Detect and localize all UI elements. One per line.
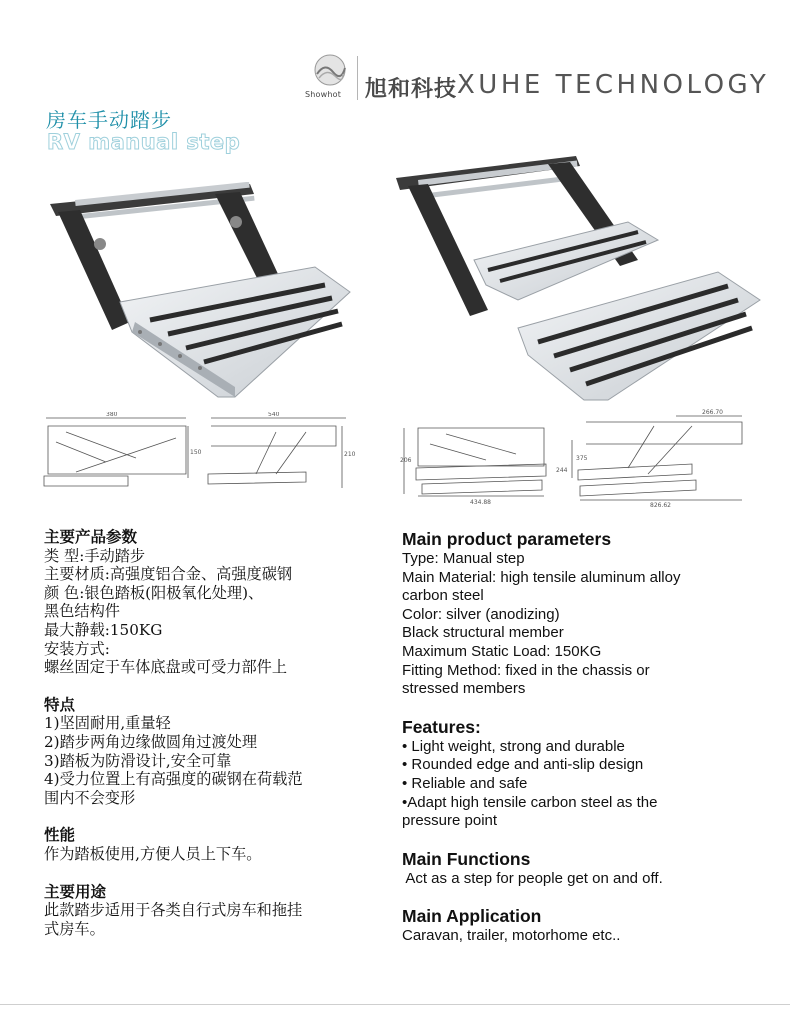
brand-header: [305, 52, 785, 116]
dim-single-height: 150: [190, 449, 202, 456]
features-heading-en: Features:: [402, 716, 481, 737]
dim-single-width: 380: [106, 412, 118, 418]
features-heading-cn: 特点: [44, 695, 76, 714]
english-spec-column: [402, 528, 782, 946]
param-line-cn: 最大静载:150KG: [44, 620, 163, 639]
feature-line-en: • Rounded edge and anti-slip design: [402, 756, 644, 774]
params-heading-cn: 主要产品参数: [44, 528, 138, 546]
dim-double-bottom: 434.88: [470, 499, 491, 506]
param-line-cn: 类 型:手动踏步: [44, 546, 146, 565]
feature-line-cn: 3)踏板为防滑设计,安全可靠: [44, 751, 232, 770]
param-line-en: Fitting Method: fixed in the chassis or: [402, 661, 650, 679]
dim-double-side: 244: [556, 467, 568, 474]
param-line-en: Color: silver (anodizing): [402, 605, 560, 623]
brand-name-cn: 旭和科技: [365, 77, 458, 102]
single-step-technical-drawing: [36, 412, 366, 502]
dim-double-mid: 375: [576, 455, 588, 462]
param-line-en: Black structural member: [402, 624, 564, 642]
double-step-product-image: [388, 150, 783, 405]
param-line-en: Main Material: high tensile aluminum alloy: [402, 568, 681, 586]
application-heading-cn: 主要用途: [44, 882, 107, 901]
brand-name-en: XUHE TECHNOLOGY: [457, 70, 770, 100]
page-title-en: RV manual step: [47, 130, 241, 154]
page-title-cn: 房车手动踏步: [46, 108, 172, 132]
param-line-cn: 主要材质:高强度铝合金、高强度碳钢: [44, 565, 293, 584]
param-line-cn: 黑色结构件: [44, 602, 120, 621]
feature-line-en: • Light weight, strong and durable: [402, 737, 625, 755]
feature-line-cn: 4)受力位置上有高强度的碳钢在荷载范: [44, 770, 303, 789]
param-line-cn: 螺丝固定于车体底盘或可受力部件上: [44, 658, 287, 677]
logo-divider: [357, 56, 358, 100]
dim-single-height2: 210: [344, 451, 356, 458]
params-heading-en: Main product parameters: [402, 529, 612, 549]
feature-line-cn: 1)坚固耐用,重量轻: [44, 714, 171, 733]
param-line-cn: 安装方式:: [44, 639, 110, 658]
application-line-cn: 式房车。: [44, 919, 105, 938]
dim-double-top: 266.70: [702, 409, 723, 416]
feature-line-cn: 2)踏步两角边缘做圆角过渡处理: [44, 732, 258, 751]
param-line-en: Maximum Static Load: 150KG: [402, 642, 602, 660]
functions-text-cn: 作为踏板使用,方便人员上下车。: [44, 844, 262, 863]
chinese-spec-column: [44, 528, 389, 938]
functions-text-en: Act as a step for people get on and off.: [402, 869, 663, 887]
feature-line-en: • Reliable and safe: [402, 774, 528, 792]
functions-heading-cn: 性能: [44, 826, 76, 845]
double-step-technical-drawing: [396, 404, 776, 508]
application-line-cn: 此款踏步适用于各类自行式房车和拖挂: [44, 901, 303, 920]
logo-text: Showhot: [305, 90, 342, 99]
dim-double-left: 206: [400, 457, 412, 464]
single-step-product-image: [40, 182, 360, 402]
feature-line-en: pressure point: [402, 812, 498, 830]
feature-line-cn: 围内不会变形: [44, 788, 136, 807]
dim-single-width2: 540: [268, 412, 280, 418]
application-heading-en: Main Application: [402, 906, 542, 927]
application-text-en: Caravan, trailer, motorhome etc..: [402, 927, 621, 945]
dim-double-total: 826.62: [650, 502, 671, 508]
param-line-cn: 颜 色:银色踏板(阳极氧化处理)、: [44, 583, 264, 602]
param-line-en: stressed members: [402, 680, 526, 698]
param-line-en: Type: Manual step: [402, 550, 525, 567]
footer-divider: [0, 1004, 790, 1005]
functions-heading-en: Main Functions: [402, 848, 531, 869]
param-line-en: carbon steel: [402, 587, 484, 605]
feature-line-en: •Adapt high tensile carbon steel as the: [402, 793, 658, 811]
